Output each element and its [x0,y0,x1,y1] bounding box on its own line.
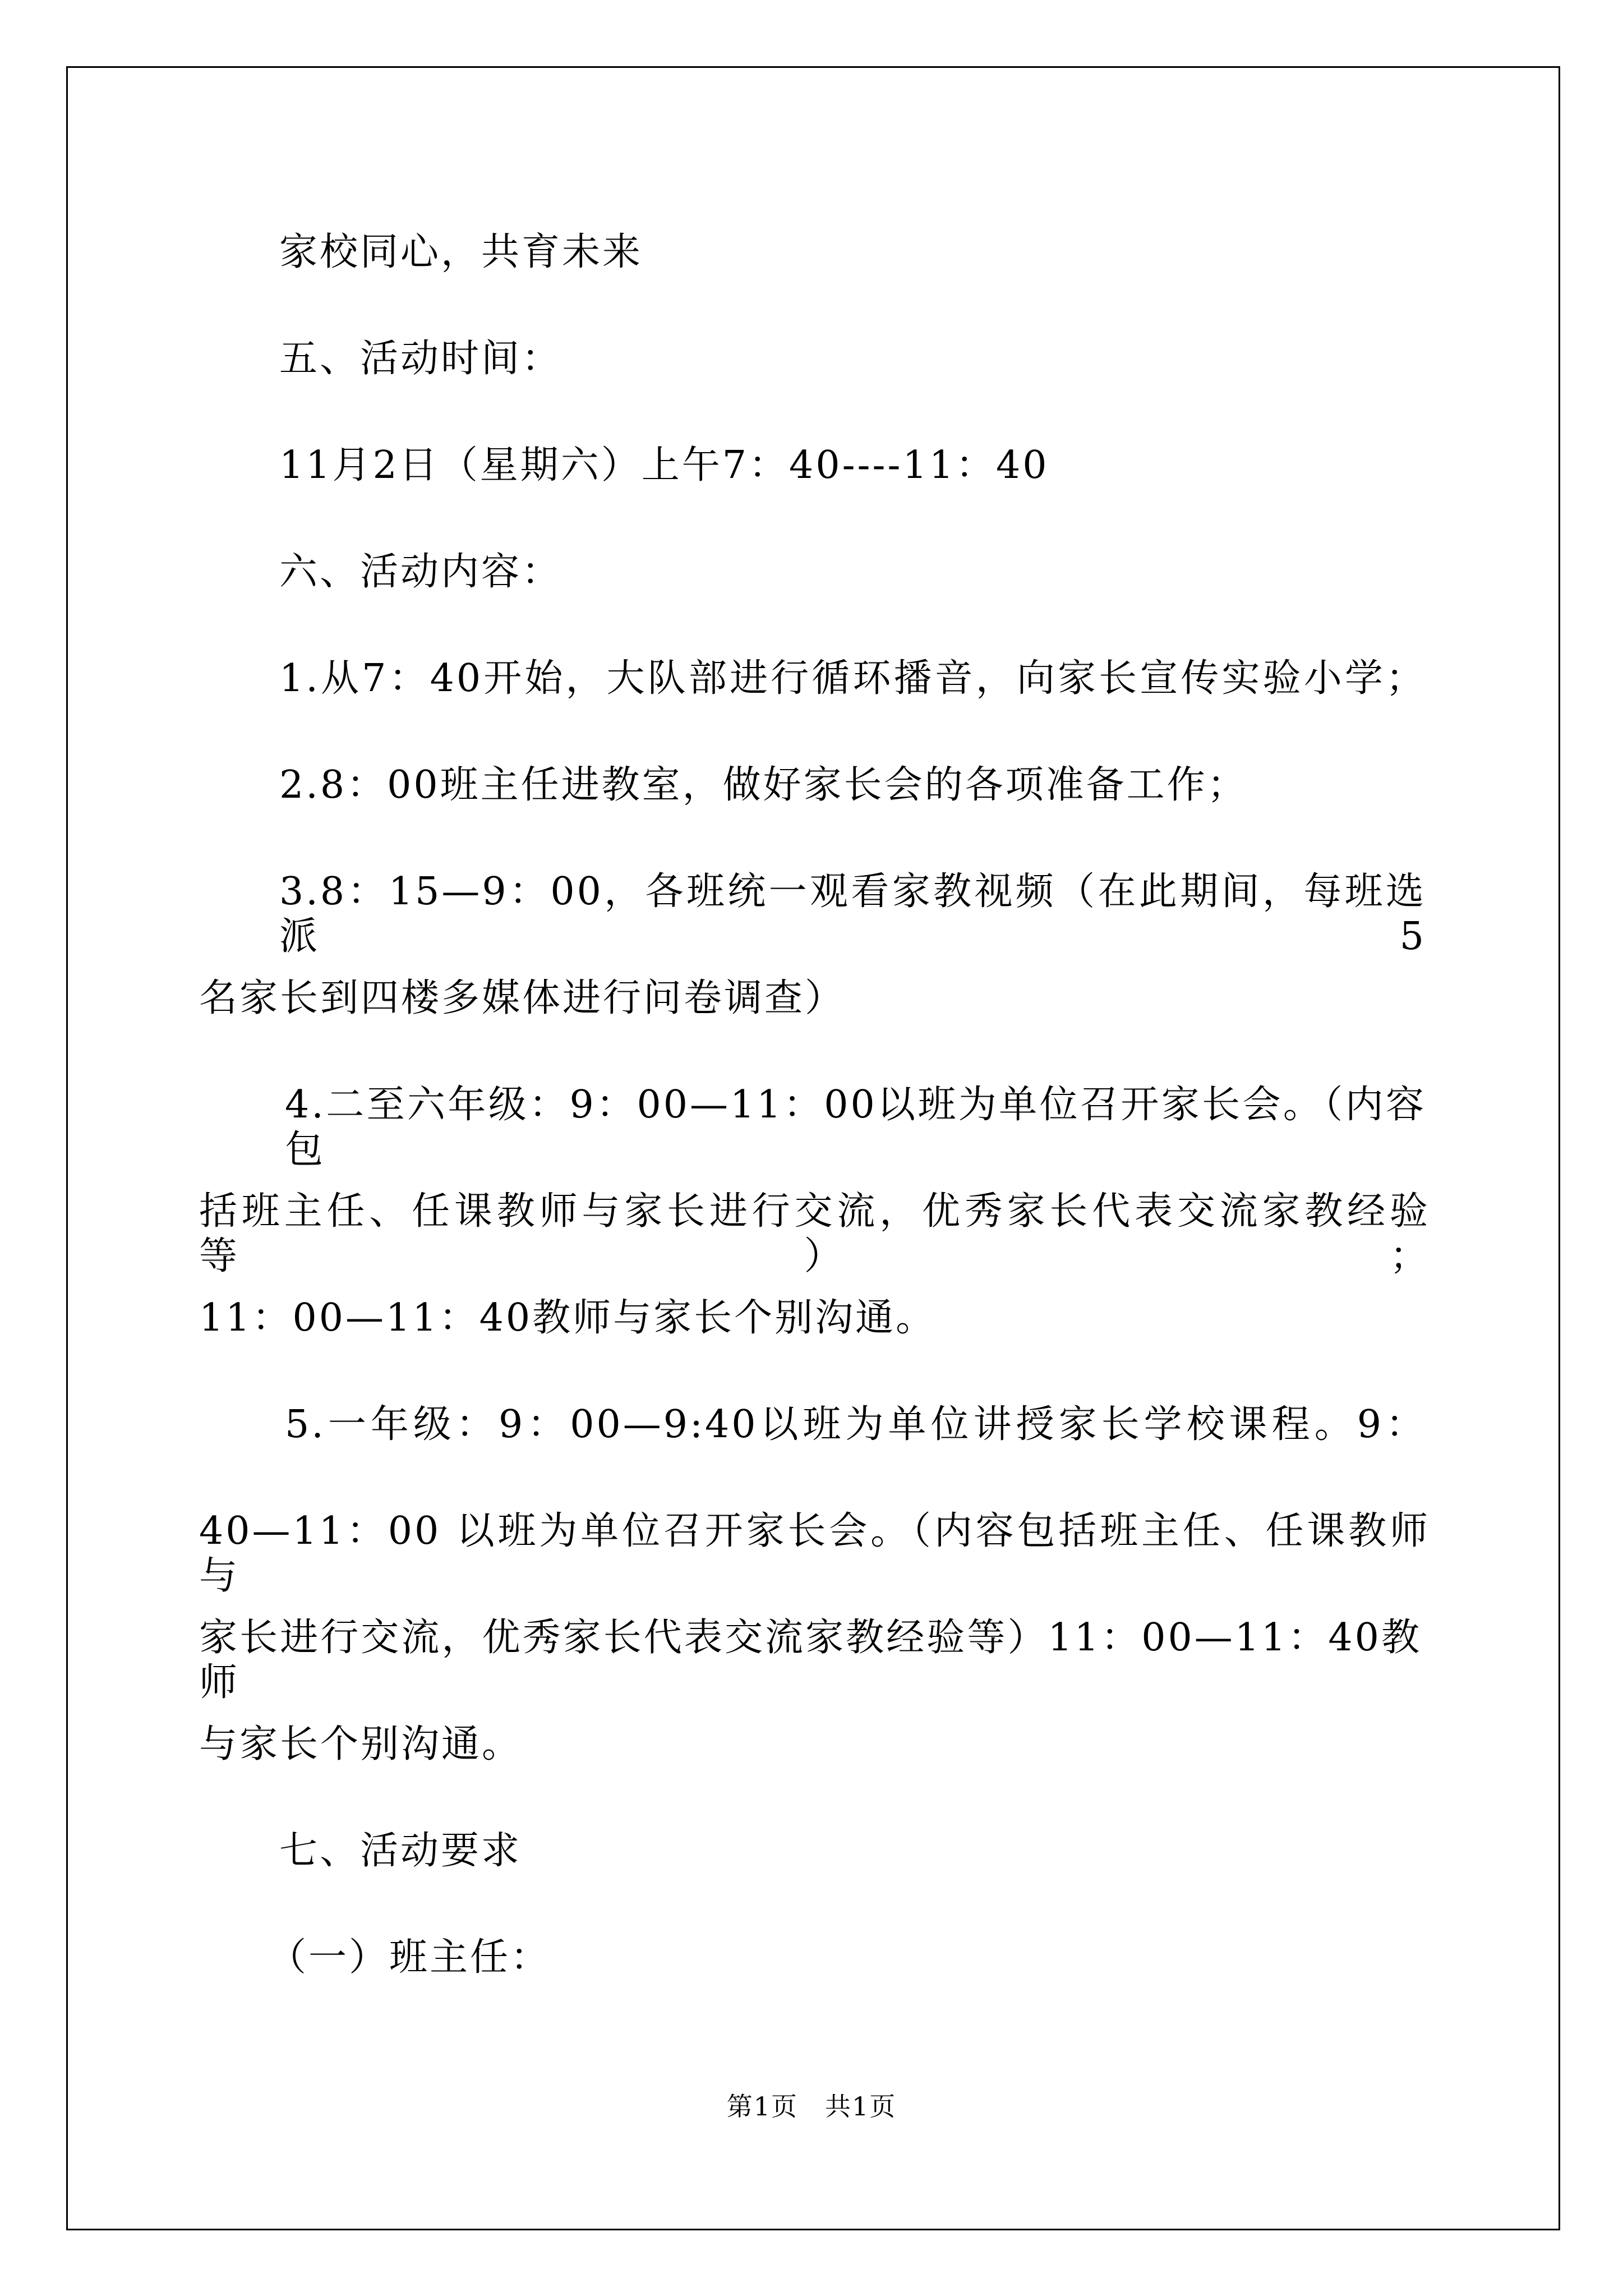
slogan-line: 家校同心，共育未来 [279,230,643,274]
section-heading-time: 五、活动时间： [279,337,562,381]
content-item-5-line-1: 5.一年级：9：00—9:40以班为单位讲授家长学校课程。9： [285,1402,1426,1447]
section-heading-requirements: 七、活动要求 [279,1829,522,1873]
content-item-3-line-1: 3.8：15—9：00，各班统一观看家教视频（在此期间，每班选派5 [279,869,1426,959]
content-item-3-line-2: 名家长到四楼多媒体进行问卷调查） [199,976,846,1020]
page-number-footer: 第1页 共1页 [726,2091,897,2122]
activity-time-text: 11月2日（星期六）上午7：40----11：40 [279,443,1049,487]
content-item-4-line-3: 11：00—11：40教师与家长个别沟通。 [199,1296,937,1340]
content-item-5-line-2: 40—11：00 以班为单位召开家长会。（内容包括班主任、任课教师与 [199,1509,1430,1598]
content-item-4-line-2: 括班主任、任课教师与家长进行交流，优秀家长代表交流家教经验等）； [199,1189,1430,1278]
content-item-2: 2.8：00班主任进教室，做好家长会的各项准备工作； [279,763,1248,807]
section-heading-content: 六、活动内容： [279,550,562,594]
content-item-5-line-3: 家长进行交流，优秀家长代表交流家教经验等）11：00—11：40教师 [199,1616,1422,1705]
content-item-1: 1.从7：40开始，大队部进行循环播音，向家长宣传实验小学； [279,656,1426,701]
content-item-4-line-1: 4.二至六年级：9：00—11：00以班为单位召开家长会。（内容包 [285,1083,1426,1172]
subheading-head-teacher: （一）班主任： [268,1935,551,1980]
content-item-5-line-4: 与家长个别沟通。 [199,1722,523,1766]
